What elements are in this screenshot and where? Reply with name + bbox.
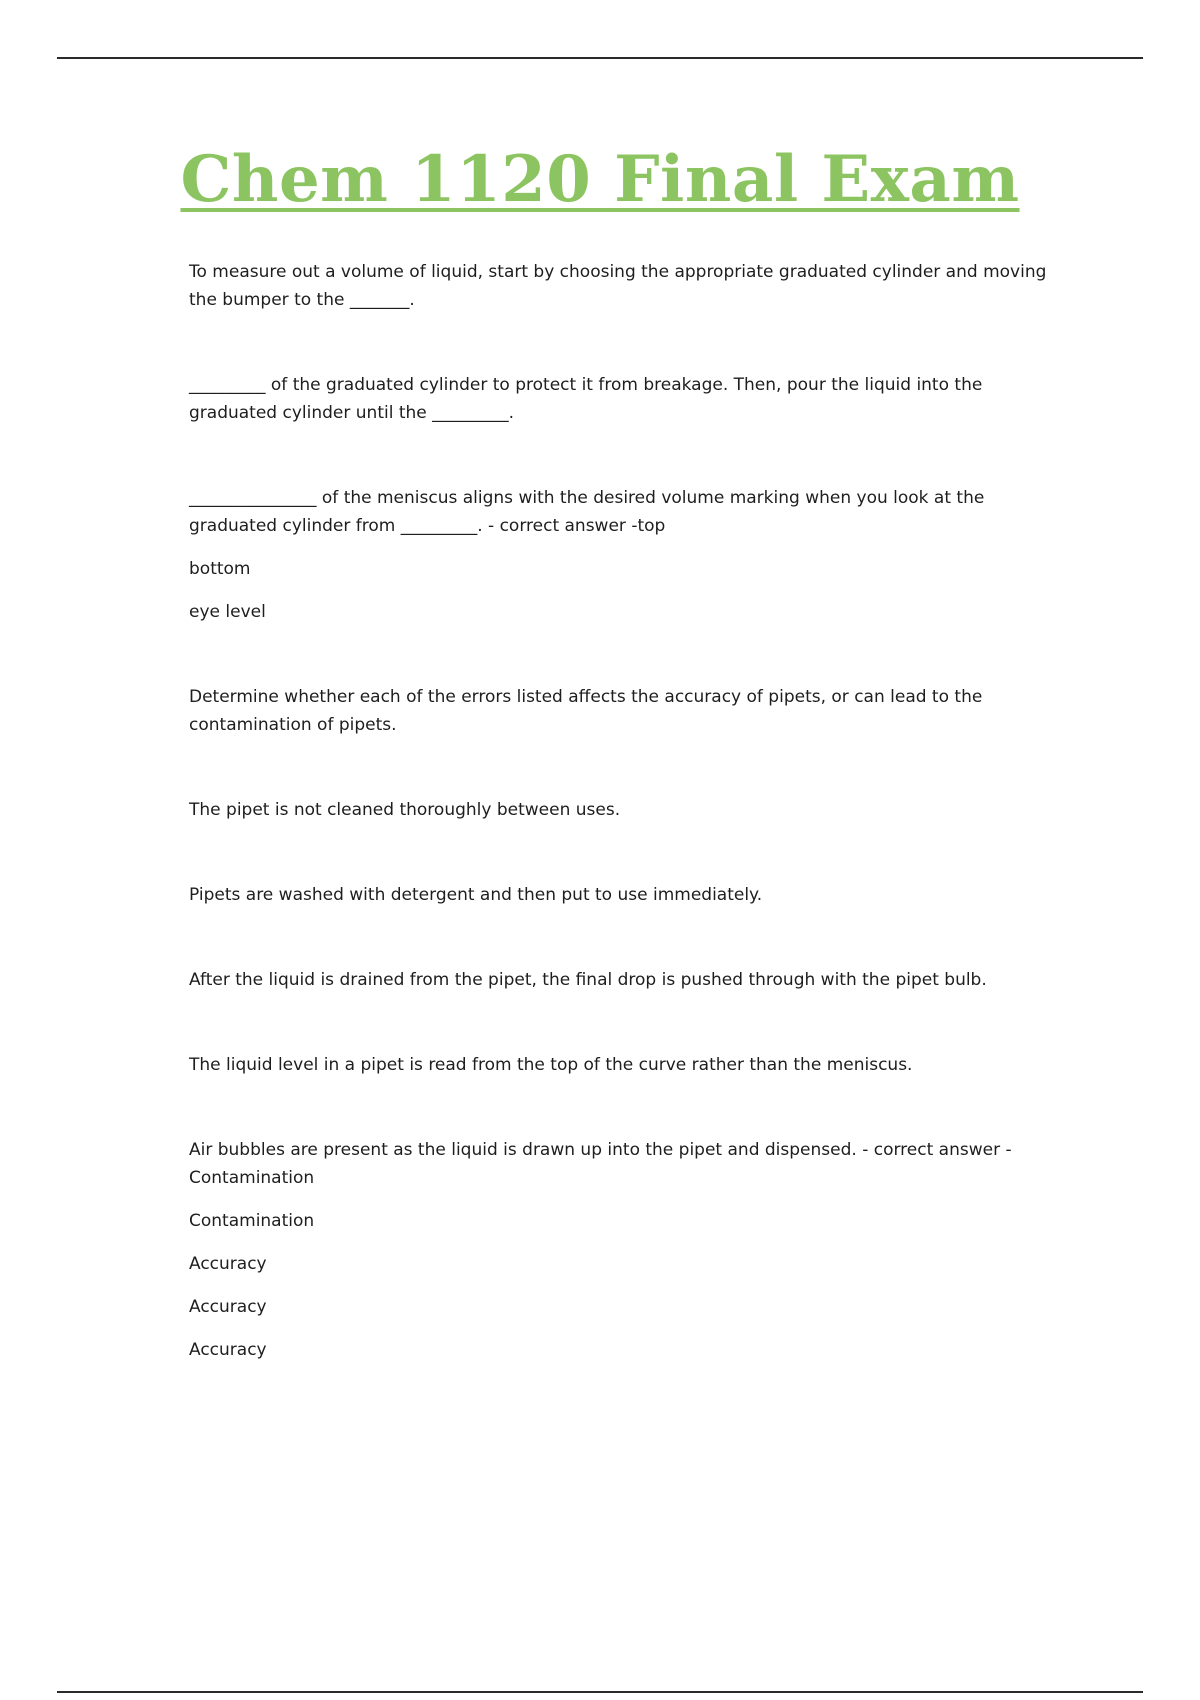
document-title [0,140,1200,220]
answer-line-6: Accuracy [189,1340,267,1360]
paragraph-3: _______________ of the meniscus aligns with the desired volume marking when you look at the graduated cylinder from _________. - correct answer -top [189,488,985,536]
footer-rule [57,1691,1143,1693]
answer-line-3: Contamination [189,1211,315,1231]
document-title-text: Chem 1120 Final Exam [180,142,1020,217]
answer-line-2: eye level [189,602,266,622]
paragraph-2: _________ of the graduated cylinder to protect it from breakage. Then, pour the liquid into the graduated cylinder until the _________. [189,375,983,423]
paragraph-6: Pipets are washed with detergent and then put to use immediately. [189,885,763,905]
paragraph-4: Determine whether each of the errors listed affects the accuracy of pipets, or can lead to the contamination of pipets. [189,687,983,735]
header-rule [57,57,1143,59]
document-body [189,258,1069,1364]
paragraph-8: The liquid level in a pipet is read from the top of the curve rather than the meniscus. [189,1055,913,1075]
answer-line-4: Accuracy [189,1254,267,1274]
answer-line-5: Accuracy [189,1297,267,1317]
answer-line-1: bottom [189,559,251,579]
paragraph-7: After the liquid is drained from the pipet, the final drop is pushed through with the pipet bulb. [189,970,987,990]
paragraph-5: The pipet is not cleaned thoroughly between uses. [189,800,621,820]
paragraph-9: Air bubbles are present as the liquid is drawn up into the pipet and dispensed. - correct answer - Contamination [189,1140,1012,1188]
paragraph-1: To measure out a volume of liquid, start by choosing the appropriate graduated cylinder and moving the bumper to the _______. [189,262,1047,310]
